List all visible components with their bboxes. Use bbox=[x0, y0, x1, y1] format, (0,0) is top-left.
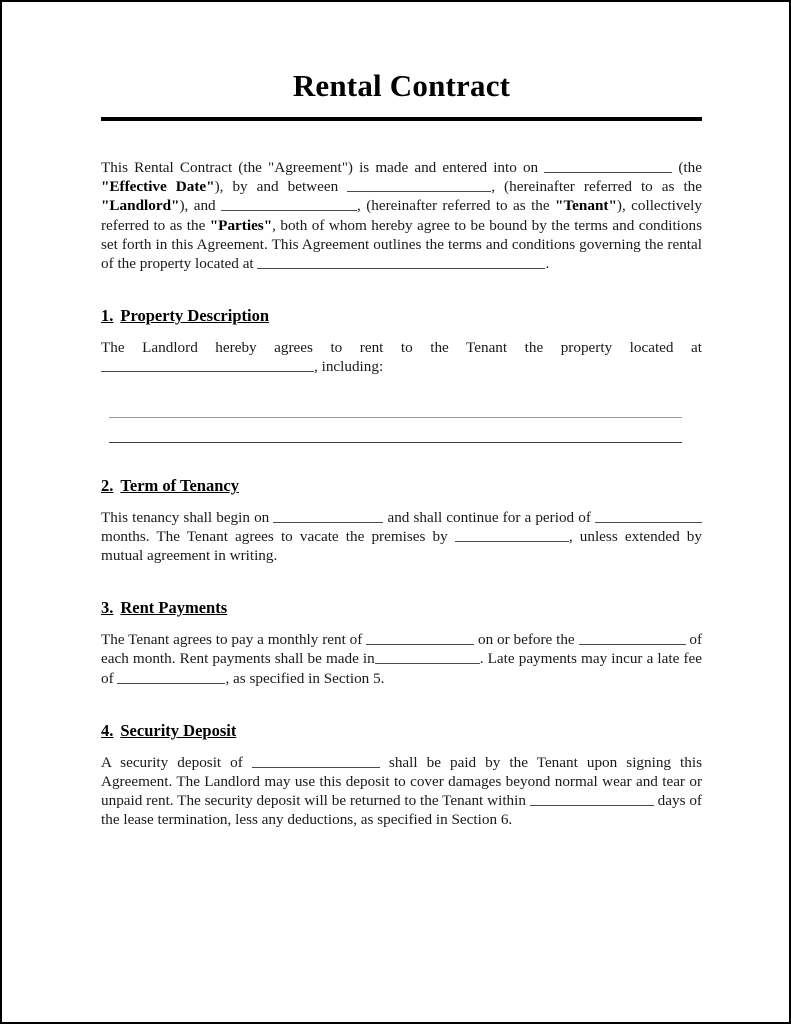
landlord-name-input[interactable] bbox=[347, 178, 491, 192]
section-4-text-1: A security deposit of bbox=[101, 753, 252, 771]
section-4-text-2: shall be paid by the Tenant upon signing this Agreement. The Landlord may use this deposit to cover damages beyond normal wear and tear or unpaid rent. The security deposit will be returned to the Tenant within bbox=[101, 753, 702, 810]
section-term-of-tenancy bbox=[101, 476, 702, 566]
intro-text-5: ), and bbox=[179, 197, 222, 215]
section-1-text-2: , including: bbox=[314, 358, 384, 376]
description-line-2[interactable] bbox=[109, 442, 682, 443]
section-1-body bbox=[101, 338, 702, 376]
day-of-month-input[interactable] bbox=[579, 631, 686, 645]
section-2-body bbox=[101, 508, 702, 566]
section-2-text-2: and shall continue for a period of bbox=[383, 508, 595, 526]
section-2-heading bbox=[101, 476, 702, 496]
vacate-date-input[interactable] bbox=[455, 528, 569, 542]
section-3-text-3: of each month. Rent payments shall be made in bbox=[101, 631, 703, 668]
section-1-heading bbox=[101, 306, 702, 326]
section-3-text-1: The Tenant agrees to pay a monthly rent of bbox=[101, 631, 367, 649]
page-title: Rental Contract bbox=[292, 68, 511, 103]
tenant-name-input[interactable] bbox=[221, 197, 357, 211]
landlord-term: "Landlord" bbox=[101, 197, 180, 215]
deposit-amount-input[interactable] bbox=[252, 754, 380, 768]
late-fee-input[interactable] bbox=[117, 670, 225, 684]
monthly-rent-input[interactable] bbox=[366, 631, 474, 645]
section-3-body bbox=[101, 630, 702, 688]
section-rent-payments bbox=[101, 598, 702, 688]
tenancy-begin-date-input[interactable] bbox=[273, 509, 383, 523]
intro-text-7: ), collectively referred to as the bbox=[101, 197, 702, 234]
section-1-number: 1. bbox=[101, 306, 114, 326]
section-2-text-3: months. The Tenant agrees to vacate the premises by bbox=[101, 527, 455, 545]
tenant-term: "Tenant" bbox=[555, 197, 617, 215]
intro-text-9: . bbox=[545, 255, 550, 273]
section-4-heading bbox=[101, 721, 702, 741]
section-4-number: 4. bbox=[101, 720, 114, 740]
description-write-in-area bbox=[109, 377, 682, 443]
section-3-text-5: , as specified in Section 5. bbox=[225, 669, 385, 687]
section-4-title: Security Deposit bbox=[120, 720, 237, 740]
spacer bbox=[109, 377, 682, 417]
effective-date-term: "Effective Date" bbox=[101, 178, 215, 196]
section-property-description bbox=[101, 306, 702, 442]
section-security-deposit bbox=[101, 721, 702, 830]
spacer bbox=[109, 418, 682, 442]
section-3-title: Rent Payments bbox=[120, 598, 228, 618]
section-1-text-1: The Landlord hereby agrees to rent to the Tenant the property located at bbox=[101, 339, 702, 357]
intro-text-1: This Rental Contract (the "Agreement") is made and entered into on bbox=[101, 159, 545, 176]
property-located-at-input[interactable] bbox=[101, 358, 314, 372]
section-4-text-3: days of the lease termination, less any deductions, as specified in Section 6. bbox=[101, 792, 702, 829]
intro-text-8: , both of whom hereby agree to be bound by the terms and conditions set forth in this Agreement. This Agreement outlines the terms and conditions governing the rental of the property located at bbox=[101, 216, 703, 273]
intro-text-4: , (hereinafter referred to as the bbox=[491, 178, 703, 196]
section-3-heading bbox=[101, 598, 702, 618]
property-address-input[interactable] bbox=[257, 255, 545, 269]
effective-date-input[interactable] bbox=[544, 159, 672, 173]
page-content bbox=[101, 2, 702, 830]
intro-paragraph bbox=[101, 158, 702, 273]
intro-text-3: ), by and between bbox=[214, 178, 348, 196]
section-3-number: 3. bbox=[101, 598, 114, 618]
title-divider bbox=[101, 117, 702, 121]
section-3-text-4: . Late payments may incur a late fee of bbox=[101, 650, 702, 687]
section-4-body bbox=[101, 753, 702, 830]
section-2-text-4: , unless extended by mutual agreement in writing. bbox=[101, 527, 702, 565]
section-3-text-2: on or before the bbox=[474, 631, 579, 649]
section-2-text-1: This tenancy shall begin on bbox=[101, 508, 274, 526]
section-2-title: Term of Tenancy bbox=[120, 475, 239, 495]
section-2-number: 2. bbox=[101, 475, 114, 495]
tenancy-months-input[interactable] bbox=[595, 509, 702, 523]
section-1-title: Property Description bbox=[120, 306, 269, 326]
parties-term: "Parties" bbox=[209, 216, 273, 234]
intro-text-6: , (hereinafter referred to as the bbox=[357, 197, 556, 215]
payment-method-input[interactable] bbox=[375, 650, 480, 664]
intro-text-2: (the bbox=[672, 159, 702, 176]
return-days-input[interactable] bbox=[530, 792, 654, 806]
